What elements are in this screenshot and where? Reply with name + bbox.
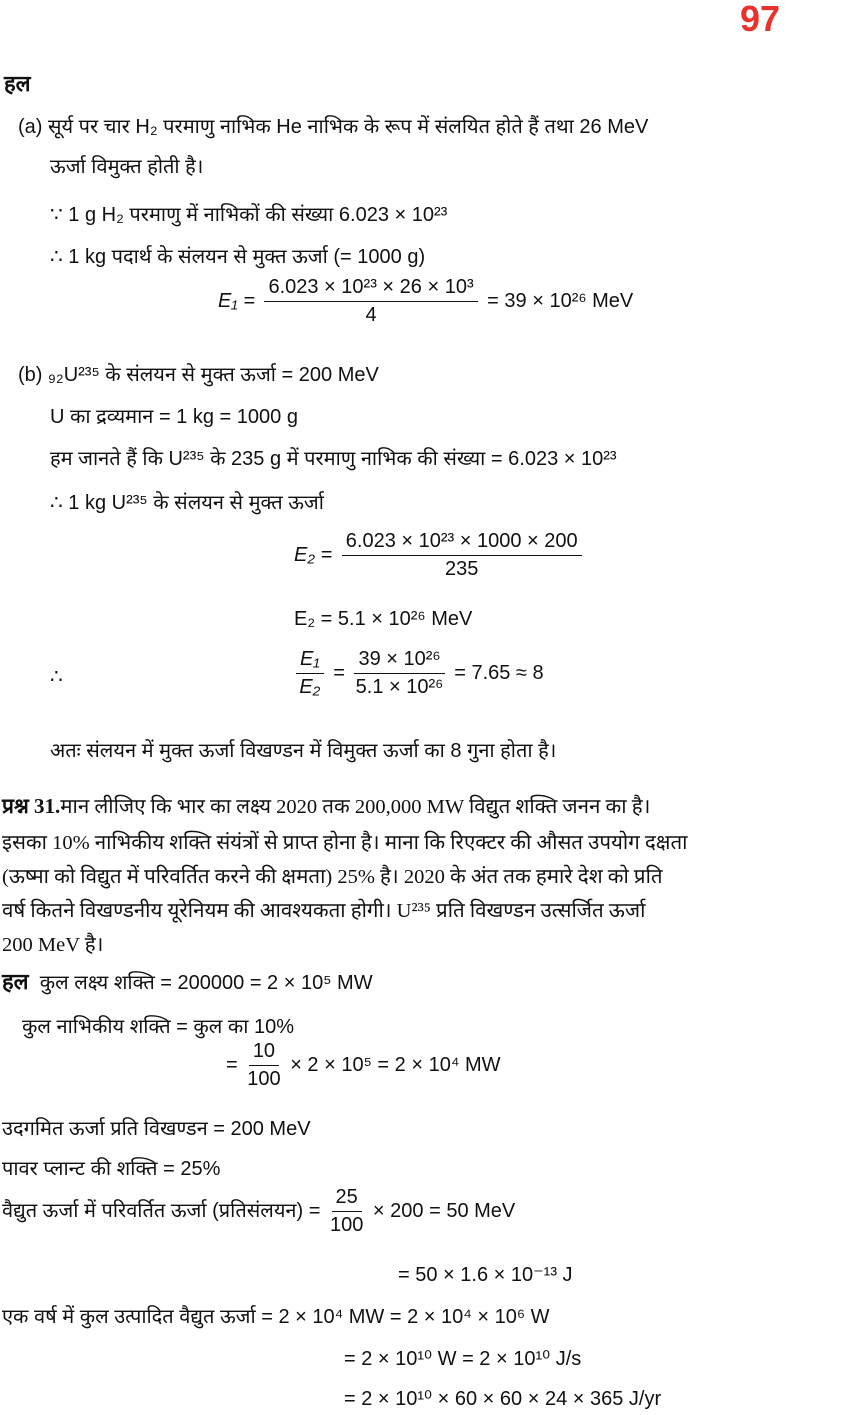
text-line: एक वर्ष में कुल उत्पादित वैद्युत ऊर्जा = 2 × 10⁴ MW = 2 × 10⁴ × 10⁶ W <box>2 1306 550 1328</box>
question-text: मान लीजिए कि भार का लक्ष्य 2020 तक 200,000 MW विद्युत शक्ति जनन का है। <box>60 796 651 818</box>
numerator: 39 × 10²⁶ <box>354 648 444 674</box>
text-line: (a) सूर्य पर चार H₂ परमाणु नाभिक He नाभिक के रूप में संलयित होते हैं तथा 26 MeV <box>18 116 649 138</box>
numerator: 10 <box>249 1040 279 1066</box>
eq-rhs: × 2 × 10⁵ = 2 × 10⁴ MW <box>290 1053 501 1076</box>
denominator: 100 <box>329 1214 364 1236</box>
text-line: हम जानते हैं कि U²³⁵ के 235 g में परमाणु नाभिक की संख्या = 6.023 × 10²³ <box>50 448 617 470</box>
numerator: E₁ <box>296 648 324 674</box>
denominator: 100 <box>247 1068 281 1090</box>
equation-e2 <box>294 530 586 581</box>
equation-ratio: $\frac{\text{E₁}}{\text{E₂}}$ = $\frac{\text{39 × 10²⁶}}{\text{5.1 × 10²⁶}}$ = 7.65 ≈ 8 <box>292 648 544 699</box>
text-line <box>2 966 373 996</box>
denominator: E₂ <box>299 676 321 698</box>
text-line: ऊर्जा विमुक्त होती है। <box>50 156 204 178</box>
solution-heading: हल <box>4 71 31 96</box>
text-line: उदगमित ऊर्जा प्रति विखण्डन = 200 MeV <box>2 1118 311 1140</box>
text-line: ∵ 1 g H₂ परमाणु में नाभिकों की संख्या 6.023 × 10²³ <box>50 204 448 226</box>
therefore-symbol: ∴ <box>50 666 63 688</box>
numerator: 25 <box>332 1186 362 1212</box>
numerator: 6.023 × 10²³ × 26 × 10³ <box>264 276 477 302</box>
text-line: = 2 × 10¹⁰ × 60 × 60 × 24 × 365 J/yr <box>344 1388 662 1410</box>
text: वैद्युत ऊर्जा में परिवर्तित ऊर्जा (प्रतिसंलयन) = <box>2 1199 321 1222</box>
text-line: कुल नाभिकीय शक्ति = कुल का 10% <box>22 1016 294 1038</box>
solution-heading: हल <box>2 969 29 994</box>
numerator: 6.023 × 10²³ × 1000 × 200 <box>342 530 582 556</box>
eq-rhs: = 39 × 10²⁶ MeV <box>487 289 634 312</box>
eq-rhs: = 7.65 ≈ 8 <box>454 661 544 684</box>
question-label: प्रश्न 31. <box>2 794 61 818</box>
text-line: U का द्रव्यमान = 1 kg = 1000 g <box>50 406 298 428</box>
eq-rhs: × 200 = 50 MeV <box>372 1199 516 1222</box>
eq-lhs: E₂ = <box>294 543 333 566</box>
conclusion: अतः संलयन में मुक्त ऊर्जा विखण्डन में विमुक्त ऊर्जा का 8 गुना होता है। <box>50 740 557 762</box>
denominator: 4 <box>365 304 377 326</box>
text-line: = 2 × 10¹⁰ W = 2 × 10¹⁰ J/s <box>344 1348 582 1370</box>
question-line: इसका 10% नाभिकीय शक्ति संयंत्रों से प्राप्त होना है। माना कि रिएक्टर की औसत उपयोग दक्षता <box>2 832 688 854</box>
text: कुल लक्ष्य शक्ति = 200000 = 2 × 10⁵ MW <box>39 972 373 994</box>
eq-sign: = <box>226 1053 238 1076</box>
text-line: ∴ 1 kg पदार्थ के संलयन से मुक्त ऊर्जा (= 1000 g) <box>50 246 426 268</box>
text-line: पावर प्लान्ट की शक्ति = 25% <box>2 1158 221 1180</box>
equation-line <box>226 1040 501 1091</box>
question-line: (ऊष्मा को विद्युत में परिवर्तित करने की क्षमता) 25% है। 2020 के अंत तक हमारे देश को प्रति <box>2 866 663 888</box>
eq-lhs: E₁ = <box>218 289 255 312</box>
page-number: 97 <box>739 0 780 39</box>
question-line <box>2 792 650 820</box>
denominator: 5.1 × 10²⁶ <box>355 676 444 698</box>
text-line: (b) ₉₂U²³⁵ के संलयन से मुक्त ऊर्जा = 200 MeV <box>18 364 379 386</box>
question-line: 200 MeV है। <box>2 934 104 956</box>
denominator: 235 <box>445 558 479 580</box>
equation-e1 <box>218 276 633 327</box>
question-line: वर्ष कितने विखण्डनीय यूरेनियम की आवश्यकता होगी। U²³⁵ प्रति विखण्डन उत्सर्जित ऊर्जा <box>2 900 646 922</box>
text-line: ∴ 1 kg U²³⁵ के संलयन से मुक्त ऊर्जा <box>50 492 324 514</box>
equation-e2-value: E₂ = 5.1 × 10²⁶ MeV <box>294 608 473 630</box>
text-line: = 50 × 1.6 × 10⁻¹³ J <box>398 1264 573 1286</box>
equation-line <box>2 1186 515 1237</box>
